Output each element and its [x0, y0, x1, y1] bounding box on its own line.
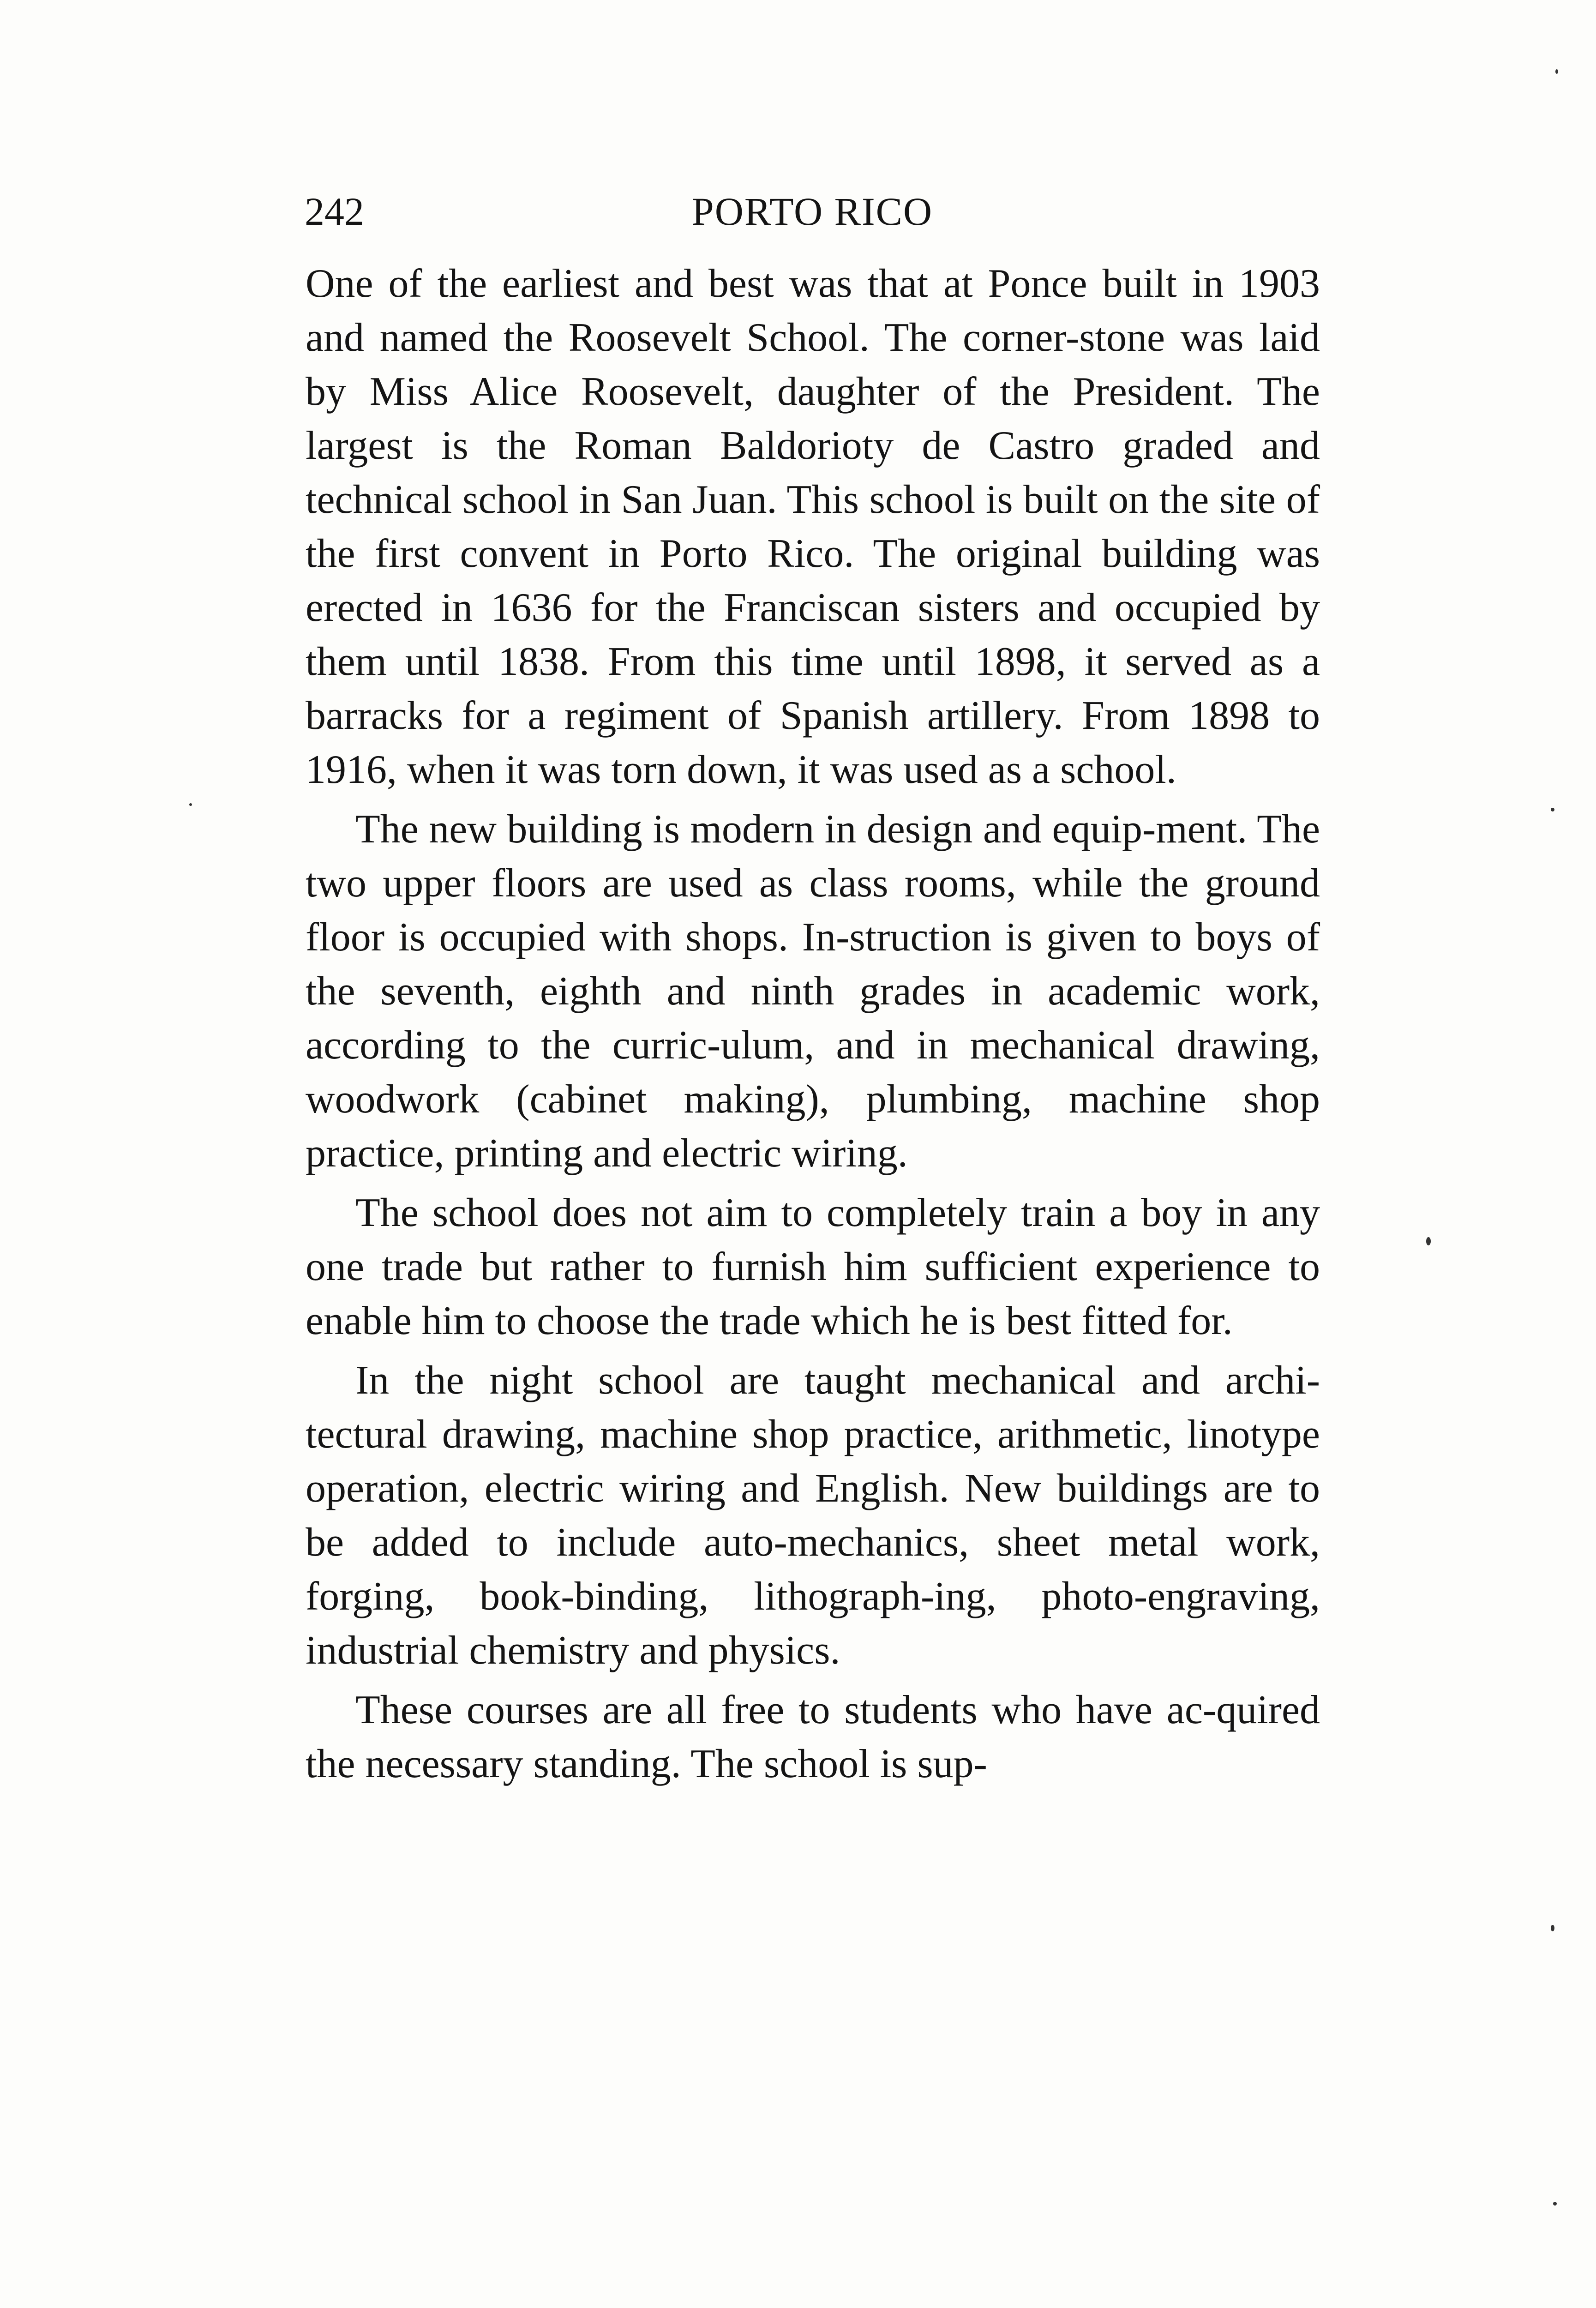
scan-speck — [189, 803, 192, 806]
paragraph-3: The school does not aim to completely train a boy in any one trade but rather to furnish him sufficient experience to enable him to choose the trade which he is best fitted for. — [306, 1190, 1320, 1343]
paragraph-1: One of the earliest and best was that at Ponce built in 1903 and named the Roosevelt School. The corner-stone was laid by Miss Alice Roosevelt, daughter of the President. The largest is the Roman Baldorioty de Castro graded and technical school in San Juan. This school is built on the site of the first convent in Porto Rico. The original building was erected in 1636 for the Franciscan sisters and occupied by them until 1838. From this time until 1898, it served as a barracks for a regiment of Spanish artillery. From 1898 to 1916, when it was torn down, it was used as a school. — [306, 261, 1320, 792]
running-title: PORTO RICO — [691, 189, 933, 234]
scan-speck — [1555, 69, 1558, 74]
page-number: 242 — [305, 189, 364, 234]
paragraph-4: In the night school are taught mechanical and archi-tectural drawing, machine shop practice, arithmetic, linotype operation, electric wiring and English. New buildings are to be added to include auto-mechanics, sheet metal work, forging, book-binding, lithograph-ing, photo-engraving, industrial chemistry and physics. — [306, 1358, 1320, 1673]
paragraph-5: These courses are all free to students who have ac-quired the necessary standing. The school is sup- — [306, 1688, 1320, 1786]
body-text — [306, 257, 1320, 1791]
scan-speck — [1551, 808, 1554, 811]
page-header — [305, 184, 1320, 239]
scan-speck — [1553, 2202, 1557, 2206]
paragraph-2: The new building is modern in design and equip-ment. The two upper floors are used as class rooms, while the ground floor is occupied with shops. In-struction is given to boys of the seventh, eighth and ninth grades in academic work, according to the curric-ulum, and in mechanical drawing, woodwork (cabinet making), plumbing, machine shop practice, printing and electric wiring. — [306, 807, 1320, 1176]
scan-speck — [1551, 1925, 1554, 1931]
scan-speck — [1426, 1237, 1431, 1245]
